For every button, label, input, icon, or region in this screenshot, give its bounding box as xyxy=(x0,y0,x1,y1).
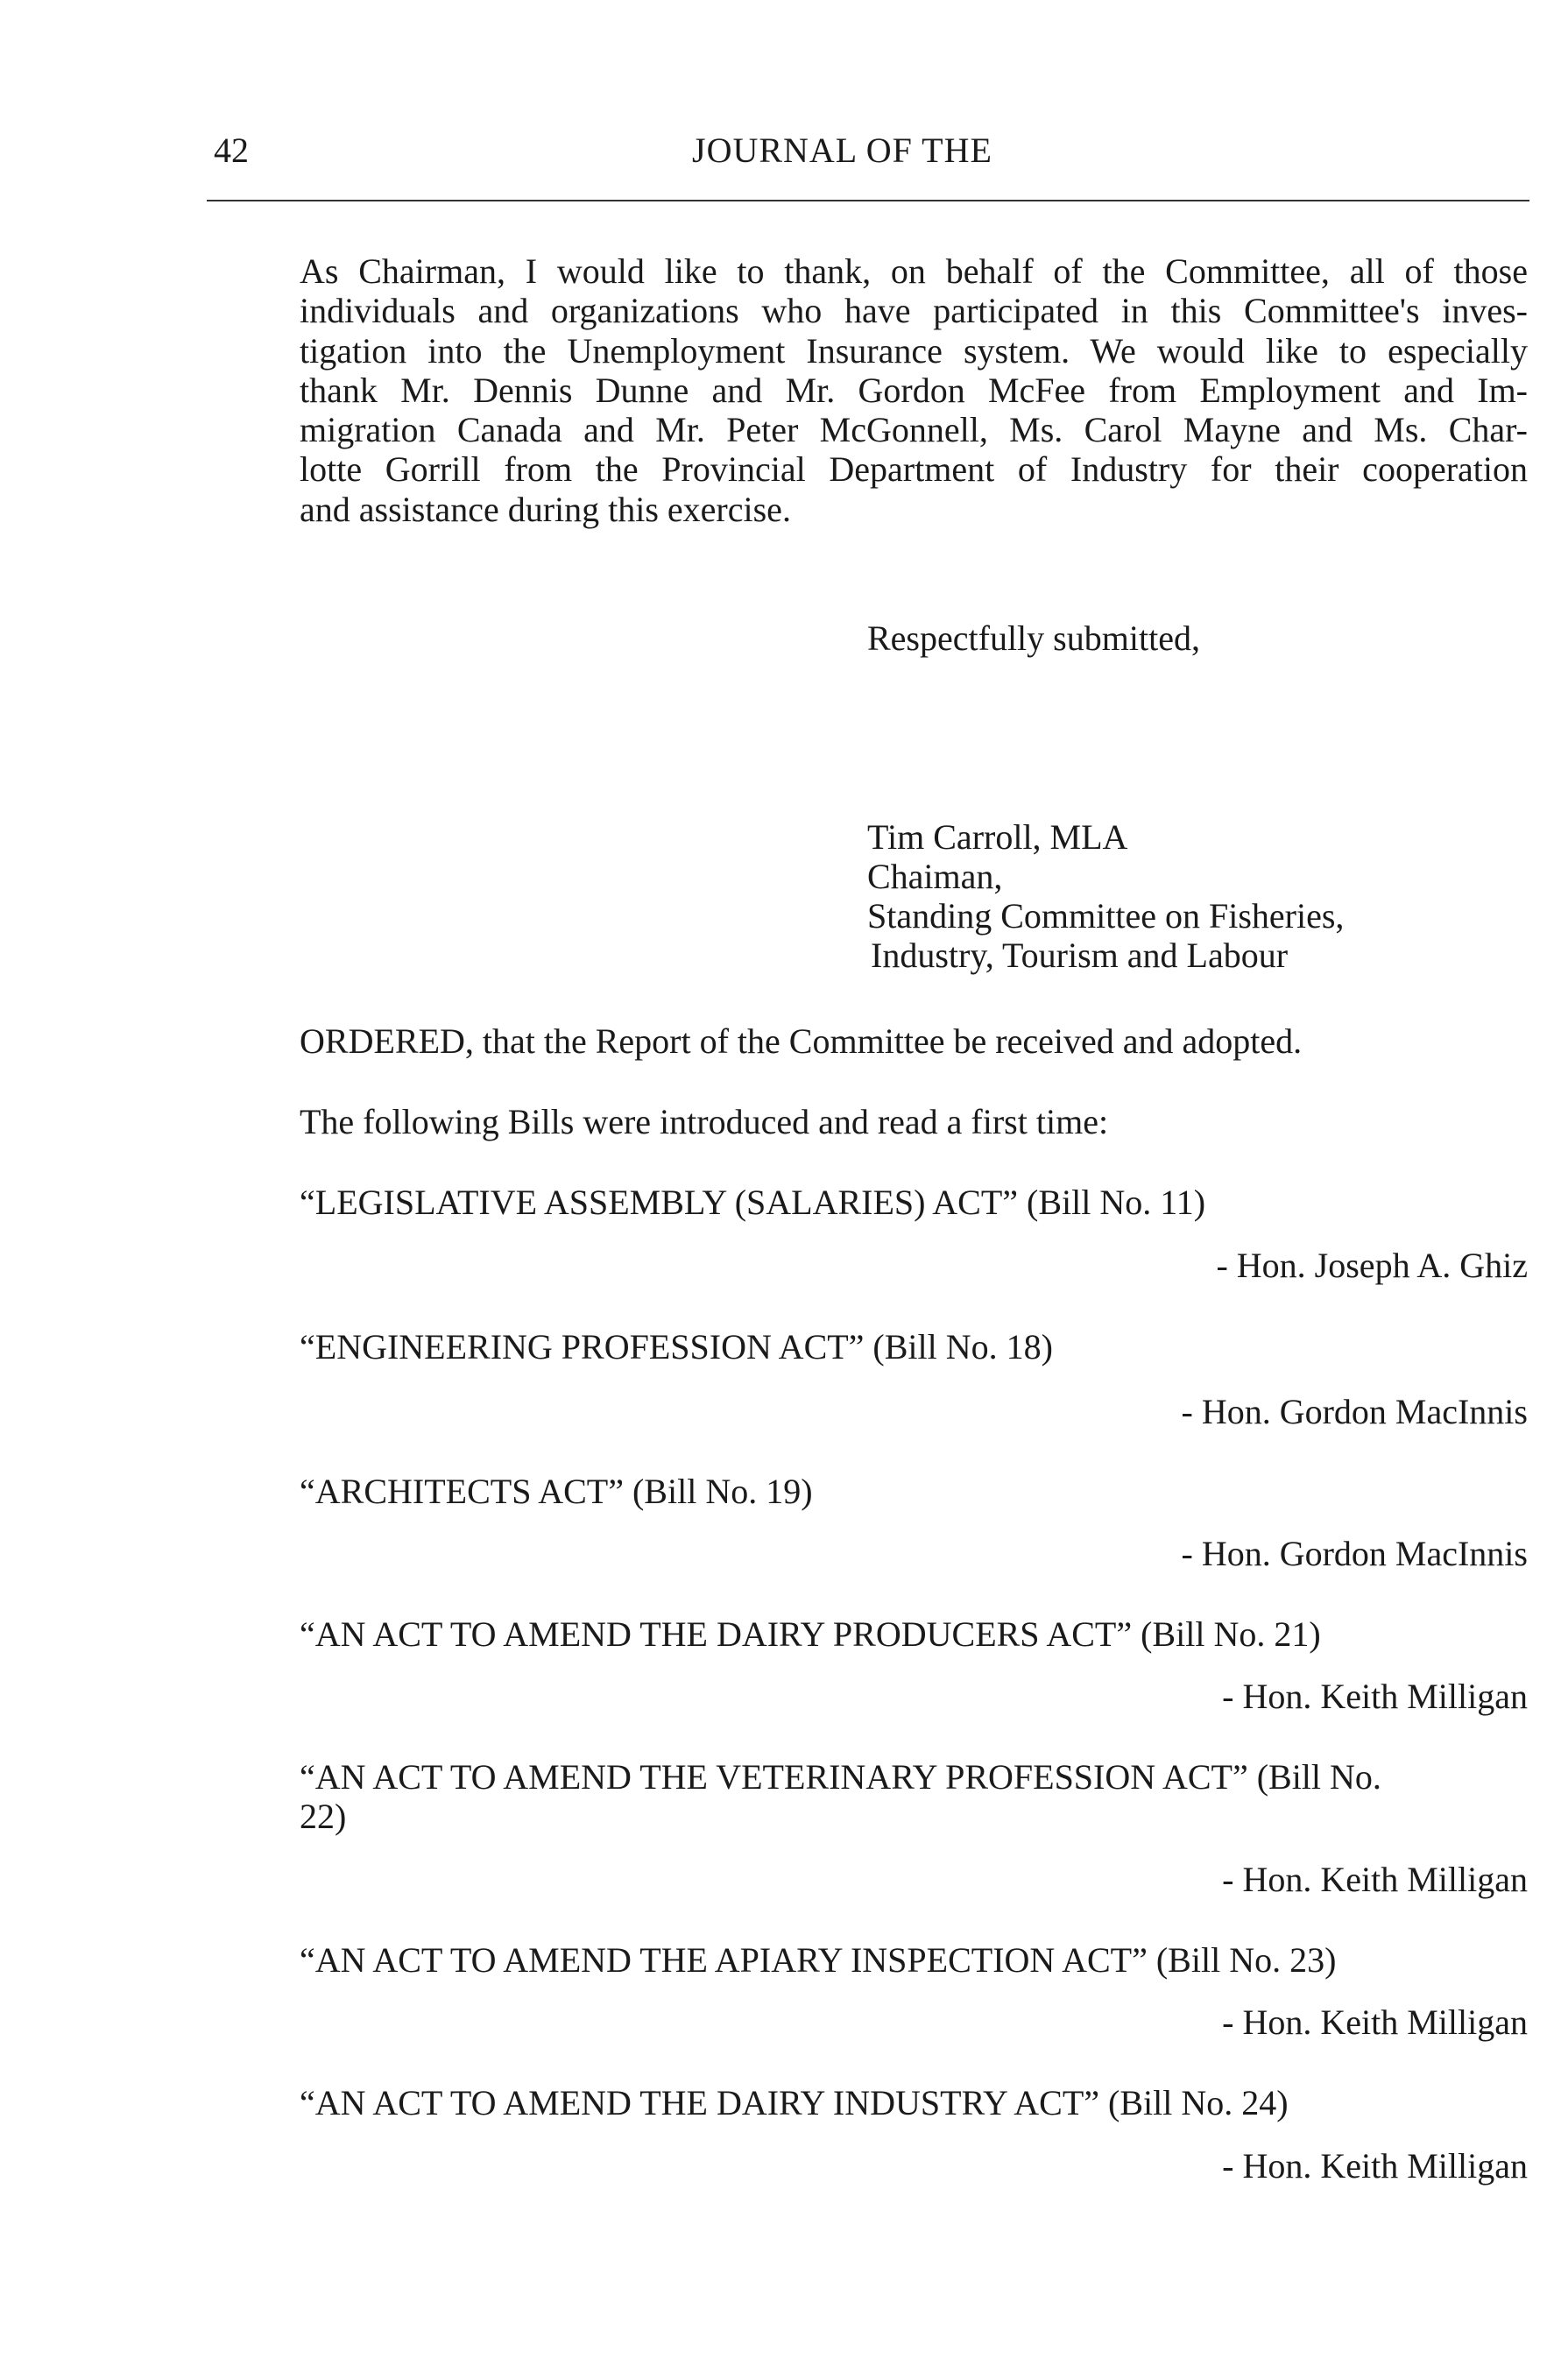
bill-title-line: “AN ACT TO AMEND THE VETERINARY PROFESSION ACT” (Bill No. xyxy=(300,1757,1381,1797)
paragraph-line: and assistance during this exercise. xyxy=(300,489,791,529)
committee-name: Standing Committee on Fisheries, xyxy=(867,896,1345,936)
bill-title: “AN ACT TO AMEND THE DAIRY INDUSTRY ACT” (Bill No. 24) xyxy=(300,2083,1289,2122)
bill-sponsor: - Hon. Joseph A. Ghiz xyxy=(1216,1246,1528,1285)
paragraph-line: As Chairman, I would like to thank, on behalf of the Committee, all of those xyxy=(300,251,1528,291)
order-statement: ORDERED, that the Report of the Committee be received and adopted. xyxy=(300,1021,1303,1061)
bill-sponsor: - Hon. Keith Milligan xyxy=(1222,2146,1528,2186)
bill-title: “ARCHITECTS ACT” (Bill No. 19) xyxy=(300,1472,813,1511)
committee-name-cont: Industry, Tourism and Labour xyxy=(871,936,1289,975)
closing-salutation: Respectfully submitted, xyxy=(867,618,1200,658)
signatory-title: Chaiman, xyxy=(867,857,1003,896)
signatory-name: Tim Carroll, MLA xyxy=(867,817,1128,857)
bill-title: “ENGINEERING PROFESSION ACT” (Bill No. 18) xyxy=(300,1327,1053,1367)
bill-sponsor: - Hon. Gordon MacInnis xyxy=(1181,1392,1528,1431)
bill-sponsor: - Hon. Keith Milligan xyxy=(1222,2002,1528,2042)
paragraph-line: migration Canada and Mr. Peter McGonnell, Ms. Carol Mayne and Ms. Char- xyxy=(300,410,1528,450)
bill-title: “AN ACT TO AMEND THE APIARY INSPECTION ACT” (Bill No. 23) xyxy=(300,1940,1337,1980)
header-rule xyxy=(207,200,1529,201)
signature-block xyxy=(867,817,1344,975)
running-head: JOURNAL OF THE xyxy=(692,131,992,170)
paragraph-line: thank Mr. Dennis Dunne and Mr. Gordon McFee from Employment and Im- xyxy=(300,370,1528,410)
bill-title xyxy=(300,1757,1528,1836)
paragraph-line: lotte Gorrill from the Provincial Department of Industry for their cooperation xyxy=(300,449,1528,490)
bill-sponsor: - Hon. Gordon MacInnis xyxy=(1181,1534,1528,1573)
bill-title: “LEGISLATIVE ASSEMBLY (SALARIES) ACT” (Bill No. 11) xyxy=(300,1183,1206,1222)
bill-title: “AN ACT TO AMEND THE DAIRY PRODUCERS ACT” (Bill No. 21) xyxy=(300,1614,1321,1654)
bill-title-line: 22) xyxy=(300,1797,347,1836)
report-paragraph xyxy=(300,251,1528,529)
bills-intro: The following Bills were introduced and read a first time: xyxy=(300,1102,1109,1141)
paragraph-line: individuals and organizations who have participated in this Committee's inves- xyxy=(300,291,1528,331)
paragraph-line: tigation into the Unemployment Insurance system. We would like to especially xyxy=(300,330,1528,371)
page-number: 42 xyxy=(214,131,249,170)
bill-sponsor: - Hon. Keith Milligan xyxy=(1222,1677,1528,1716)
bill-sponsor: - Hon. Keith Milligan xyxy=(1222,1860,1528,1899)
